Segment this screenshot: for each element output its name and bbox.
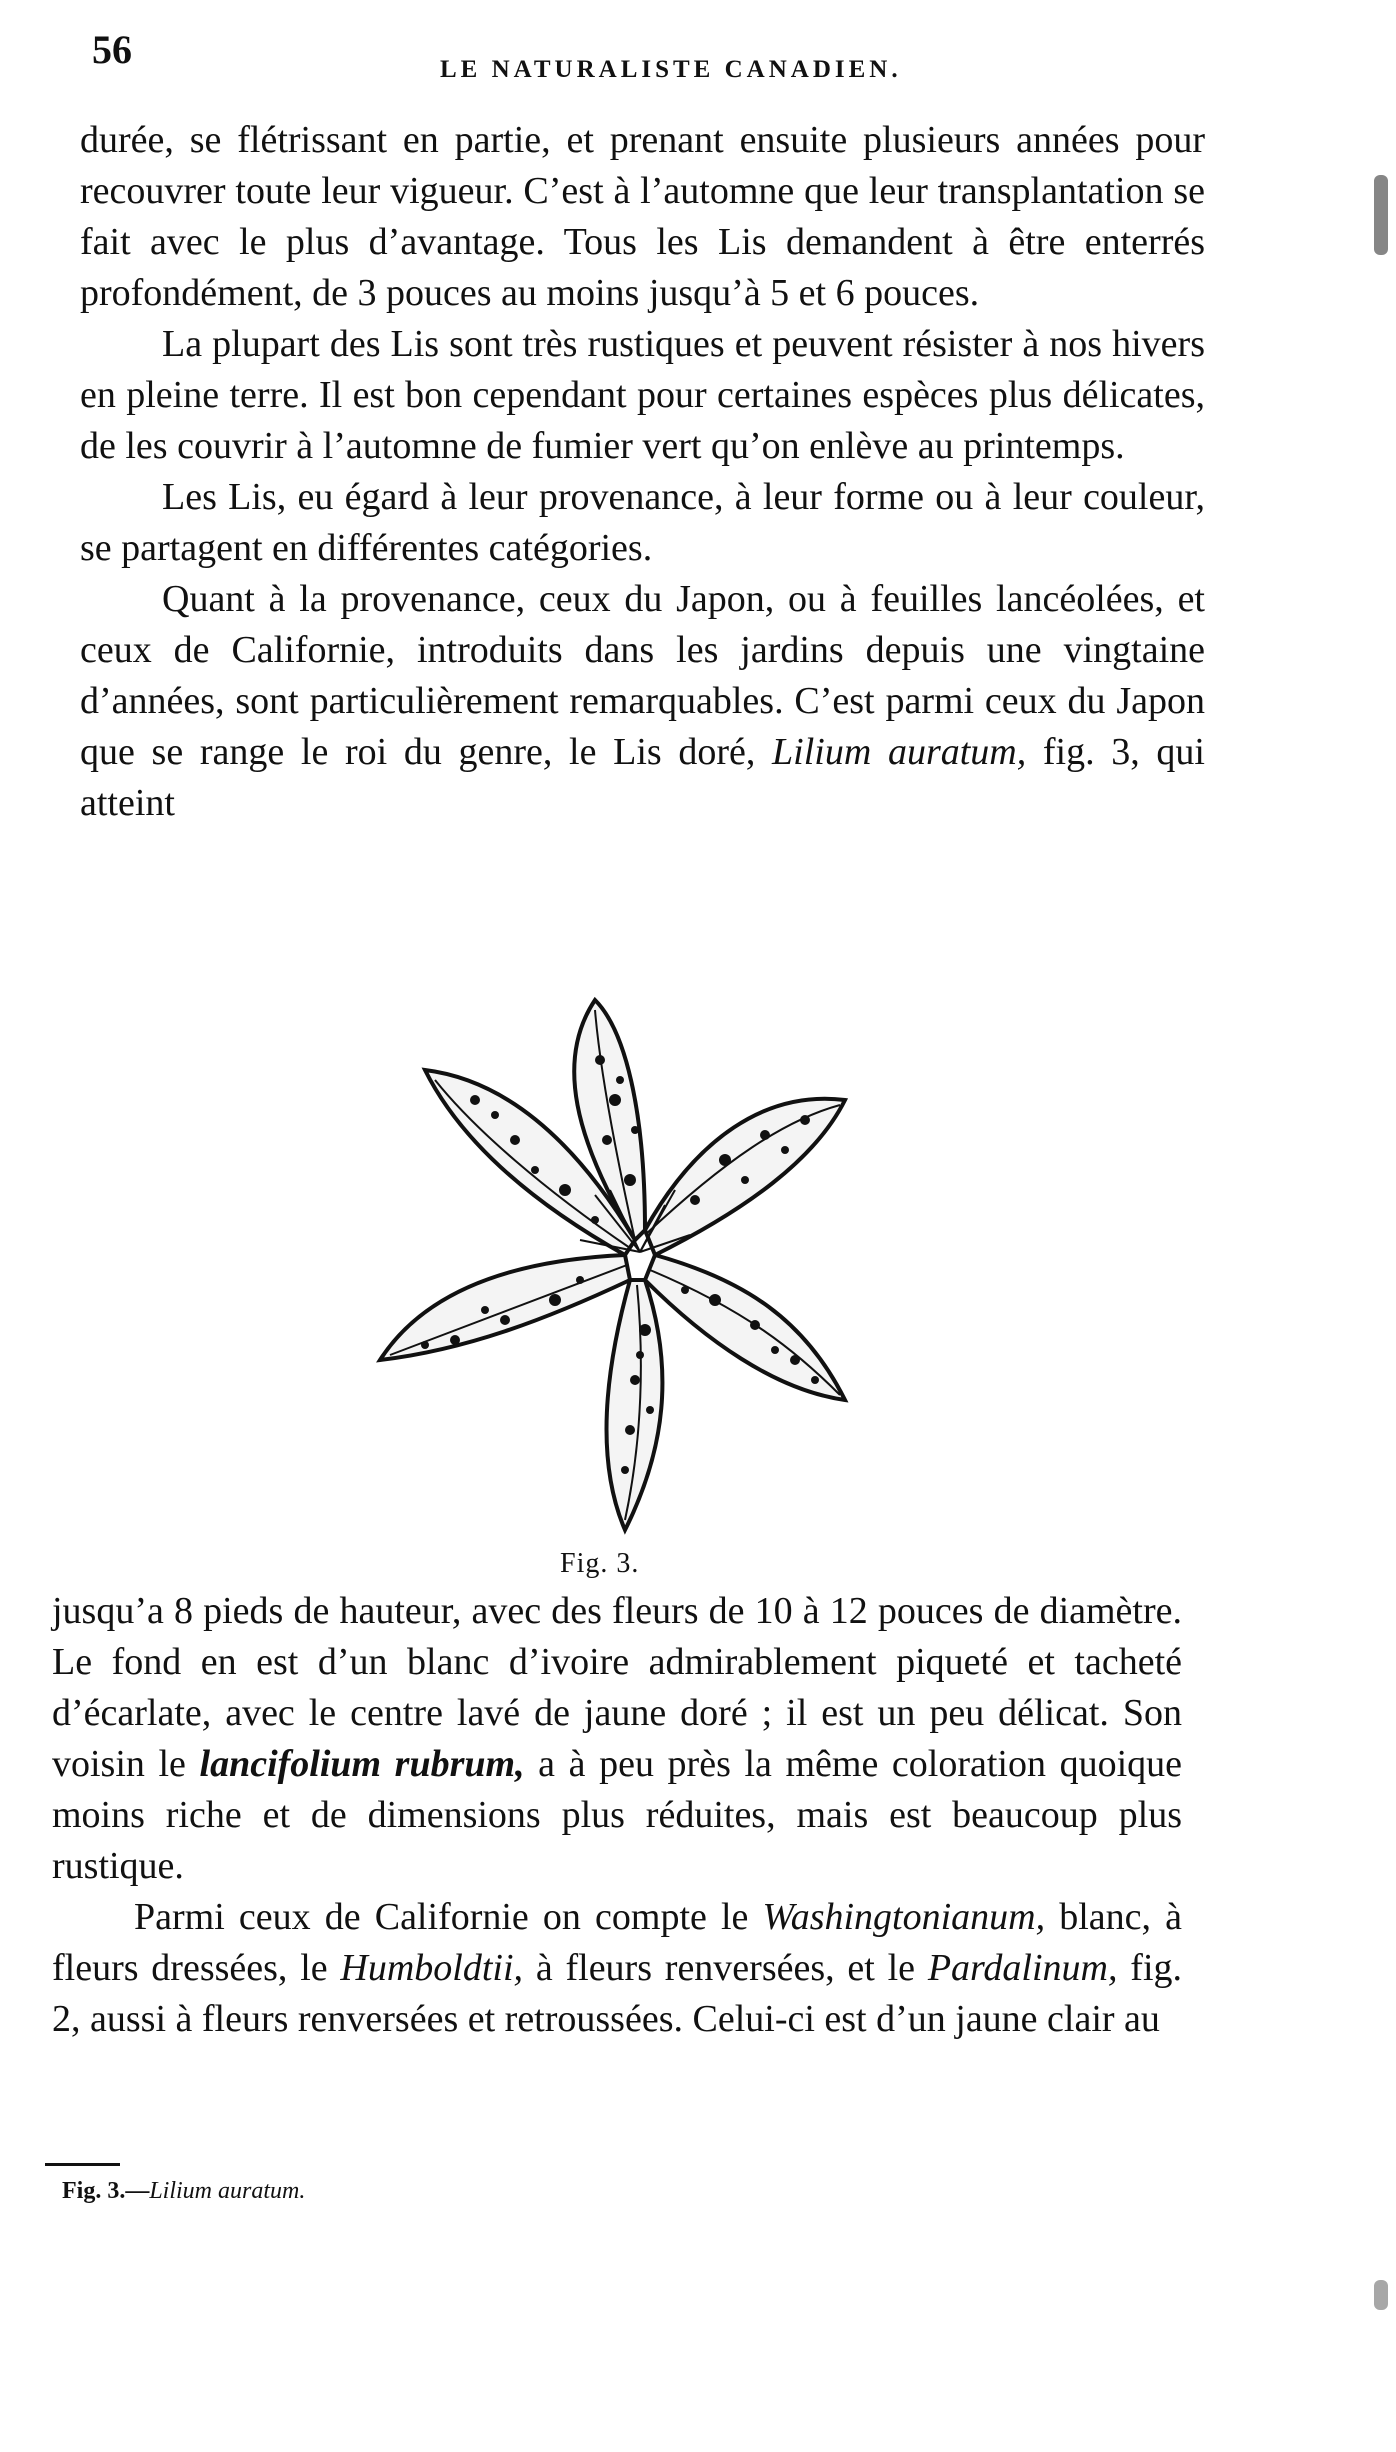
figure-caption: Fig. 3. bbox=[560, 1548, 640, 1579]
paragraph-5-text-b: a à peu près la même coloration quoique moins riche et de dimensions plus réduites, mais est beaucoup plus rustique. bbox=[52, 1743, 1182, 1887]
page-number: 56 bbox=[92, 27, 132, 72]
paragraph-5 bbox=[52, 1586, 1182, 1892]
paragraph-6-text-4: fig. 2, aussi à fleurs renversées et retroussées. Celui-ci est d’un jaune clair au bbox=[52, 1947, 1182, 2040]
paragraph-6-text-2: blanc, à fleurs dressées, le bbox=[52, 1896, 1183, 1989]
species-pardalinum: Pardalinum, bbox=[927, 1947, 1118, 1989]
paragraph-4-text-a: Quant à la provenance, ceux du Japon, ou à feuilles lancéolées, et ceux de Californie, introduits dans les jardins depuis une vingtaine d’années, sont particulièrement remarquables. C’est parmi ceux du Japon que se range le roi du genre, le Lis doré, bbox=[80, 578, 1205, 773]
paragraph-6-text-3: à fleurs renversées, et le bbox=[523, 1947, 928, 1989]
paragraph-1: durée, se flétrissant en partie, et prenant ensuite plusieurs années pour recouvrer toute leur vigueur. C’est à l’automne que leur transplantation se fait avec le plus d’avantage. Tous les Lis demandent à être enterrés profondément, de 3 pouces au moins jusqu’à 5 et 6 pouces. bbox=[80, 119, 1205, 314]
species-lilium-auratum: Lilium auratum, bbox=[772, 731, 1027, 773]
body-text-bottom bbox=[52, 1586, 1182, 2045]
page-edge-mark bbox=[1374, 175, 1388, 255]
body-text-top bbox=[80, 115, 1205, 829]
species-humboldtii: Humboldtii, bbox=[340, 1947, 524, 1989]
paragraph-6-text-1: Parmi ceux de Californie on compte le bbox=[134, 1896, 763, 1938]
paragraph-2: La plupart des Lis sont très rustiques et peuvent résister à nos hivers en pleine terre. Il est bon cependant pour certaines espèces plus délicates, de les couvrir à l’automne de fumier vert qu’on enlève au printemps. bbox=[80, 323, 1205, 467]
paragraph-5-text-a: jusqu’a 8 pieds de hauteur, avec des fleurs de 10 à 12 pouces de diamètre. Le fond en est d’un blanc d’ivoire admirablement piqueté et tacheté d’écarlate, avec le centre lavé de jaune doré ; il est un peu délicat. Son voisin le bbox=[52, 1590, 1182, 1785]
page-edge-mark bbox=[1374, 2280, 1388, 2310]
footnote bbox=[62, 2178, 305, 2205]
lily-illustration bbox=[345, 990, 925, 1550]
paragraph-4-text-b: fig. 3, qui atteint bbox=[80, 731, 1205, 824]
footnote-rule bbox=[45, 2163, 120, 2166]
species-washingtonianum: Washingtonianum, bbox=[762, 1896, 1046, 1938]
footnote-species: Lilium auratum. bbox=[149, 2178, 306, 2204]
paragraph-4 bbox=[80, 574, 1205, 829]
species-lancifolium-rubrum: lancifolium rubrum, bbox=[199, 1743, 525, 1785]
footnote-label: Fig. 3.— bbox=[62, 2178, 150, 2204]
paragraph-6 bbox=[52, 1892, 1182, 2045]
running-title: LE NATURALISTE CANADIEN. bbox=[440, 56, 902, 83]
paragraph-3: Les Lis, eu égard à leur provenance, à leur forme ou à leur couleur, se partagent en différentes catégories. bbox=[80, 476, 1205, 569]
